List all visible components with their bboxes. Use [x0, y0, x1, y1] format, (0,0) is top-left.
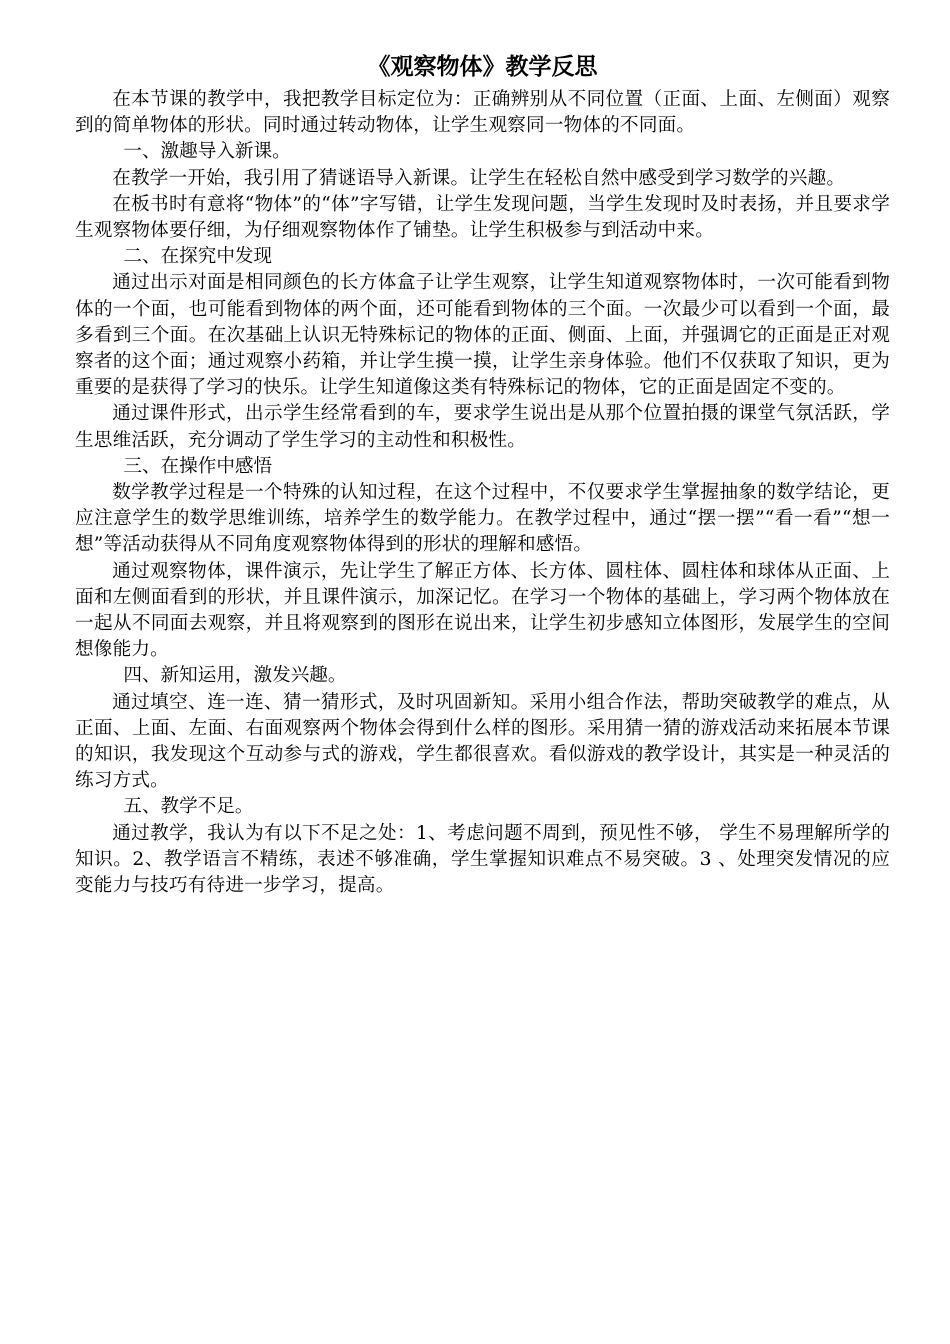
paragraph: 在教学一开始，我引用了猜谜语导入新课。让学生在轻松自然中感受到学习数学的兴趣。: [112, 167, 846, 189]
paragraph: 通过课件形式，出示学生经常看到的车，要求学生说出是从那个位置拍摄的课堂气氛活跃，学生思维活跃，充分调动了学生学习的主动性和积极性。: [75, 403, 890, 451]
paragraph: 在板书时有意将“物体”的“体”字写错，让学生发现问题，当学生发现时及时表扬，并且要求学生观察物体要仔细，为仔细观察物体作了铺垫。让学生积极参与到活动中来。: [75, 193, 890, 242]
section-heading-3: 三、在操作中感悟: [123, 455, 273, 477]
paragraph-conclusion: 通过教学，我认为有以下不足之处：1、考虑问题不周到，预见性不够， 学生不易理解所学的知识。2、教学语言不精练，表述不够准确，学生掌握知识难点不易突破。3 、处理突发情况的应变能力与技巧有待进一步学习，提高。: [75, 822, 890, 897]
paragraph: 数学教学过程是一个特殊的认知过程，在这个过程中，不仅要求学生掌握抽象的数学结论，更应注意学生的数学思维训练，培养学生的数学能力。在教学过程中，通过“摆一摆”“看一看”“想一想”等活动获得从不同角度观察物体得到的形状的理解和感悟。: [75, 482, 890, 556]
document-title: 《观察物体》教学反思: [367, 53, 598, 80]
paragraph: 通过填空、连一连、猜一猜形式，及时巩固新知。采用小组合作法，帮助突破教学的难点，从正面、上面、左面、右面观察两个物体会得到什么样的图形。采用猜一猜的游戏活动来拓展本节课的知识，我发现这个互动参与式的游戏，学生都很喜欢。看似游戏的教学设计，其实是一种灵活的练习方式。: [75, 691, 890, 792]
section-heading-1: 一、激趣导入新课。: [123, 141, 291, 163]
section-heading-4: 四、新知运用，激发兴趣。: [123, 665, 347, 687]
section-heading-5: 五、教学不足。: [123, 796, 254, 818]
paragraph-intro: 在本节课的教学中，我把教学目标定位为：正确辨别从不同位置（正面、上面、左侧面）观察到的简单物体的形状。同时通过转动物体，让学生观察同一物体的不同面。: [75, 89, 890, 137]
document-page: [75, 47, 890, 899]
paragraph: 通过出示对面是相同颜色的长方体盒子让学生观察，让学生知道观察物体时，一次可能看到物体的一个面，也可能看到物体的两个面，还可能看到物体的三个面。一次最少可以看到一个面，最多看到三个面。在次基础上认识无特殊标记的物体的正面、侧面、上面，并强调它的正面是正对观察者的这个面；通过观察小药箱，并让学生摸一摸，让学生亲身体验。他们不仅获取了知识，更为重要的是获得了学习的快乐。让学生知道像这类有特殊标记的物体，它的正面是固定不变的。: [75, 272, 890, 399]
paragraph: 通过观察物体，课件演示，先让学生了解正方体、长方体、圆柱体、圆柱体和球体从正面、上面和左侧面看到的形状，并且课件演示，加深记忆。在学习一个物体的基础上，学习两个物体放在一起从不同面去观察，并且将观察到的图形在说出来，让学生初步感知立体图形，发展学生的空间想像能力。: [75, 560, 890, 661]
document-body: [75, 87, 890, 899]
section-heading-2: 二、在探究中发现: [123, 246, 273, 268]
